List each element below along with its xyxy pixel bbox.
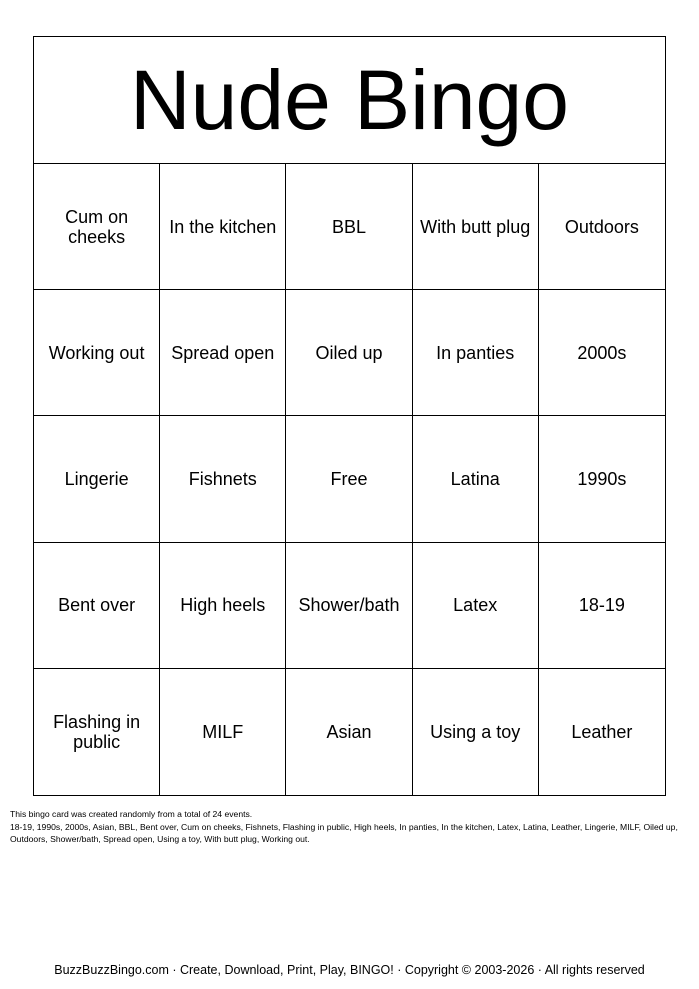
bingo-cell: BBL xyxy=(286,164,412,290)
bingo-cell: Fishnets xyxy=(160,416,286,542)
bingo-cell: Using a toy xyxy=(413,669,539,795)
bingo-cell: With butt plug xyxy=(413,164,539,290)
bingo-cell: High heels xyxy=(160,543,286,669)
bingo-cell: Bent over xyxy=(34,543,160,669)
bingo-cell-free: Free xyxy=(286,416,412,542)
page-footer: BuzzBuzzBingo.com · Create, Download, Print, Play, BINGO! · Copyright © 2003-2026 · All rights reserved xyxy=(54,963,645,977)
bingo-cell: Oiled up xyxy=(286,290,412,416)
bingo-cell: Lingerie xyxy=(34,416,160,542)
bingo-card xyxy=(33,36,666,796)
card-title: Nude Bingo xyxy=(130,53,569,147)
bingo-cell: MILF xyxy=(160,669,286,795)
bingo-cell: Spread open xyxy=(160,290,286,416)
bingo-cell: Flashing in public xyxy=(34,669,160,795)
bingo-cell: Shower/bath xyxy=(286,543,412,669)
bingo-cell: Leather xyxy=(571,721,633,742)
title-row xyxy=(34,37,665,164)
bingo-cell: 18-19 xyxy=(539,543,665,669)
bingo-cell: In the kitchen xyxy=(160,164,286,290)
bingo-grid xyxy=(34,164,665,795)
bingo-cell: Working out xyxy=(34,290,160,416)
bingo-cell: Cum on cheeks xyxy=(34,164,160,290)
bingo-cell: 1990s xyxy=(539,416,665,542)
note-summary: This bingo card was created randomly from a total of 24 events. xyxy=(10,809,253,819)
bingo-cell: 2000s xyxy=(539,290,665,416)
card-note xyxy=(10,808,690,846)
bingo-cell: Latex xyxy=(413,543,539,669)
bingo-cell: Outdoors xyxy=(539,164,665,290)
bingo-cell: In panties xyxy=(413,290,539,416)
bingo-cell: Asian xyxy=(286,669,412,795)
note-event-list: 18-19, 1990s, 2000s, Asian, BBL, Bent over, Cum on cheeks, Fishnets, Flashing in public, High heels, In panties, In the kitchen, Latex, Latina, Leather, Lingerie, MILF, Oiled up, Outdoors, Shower/bath, Spread open, Using a toy, With butt plug, Working out. xyxy=(10,821,678,844)
bingo-cell: Latina xyxy=(413,416,539,542)
